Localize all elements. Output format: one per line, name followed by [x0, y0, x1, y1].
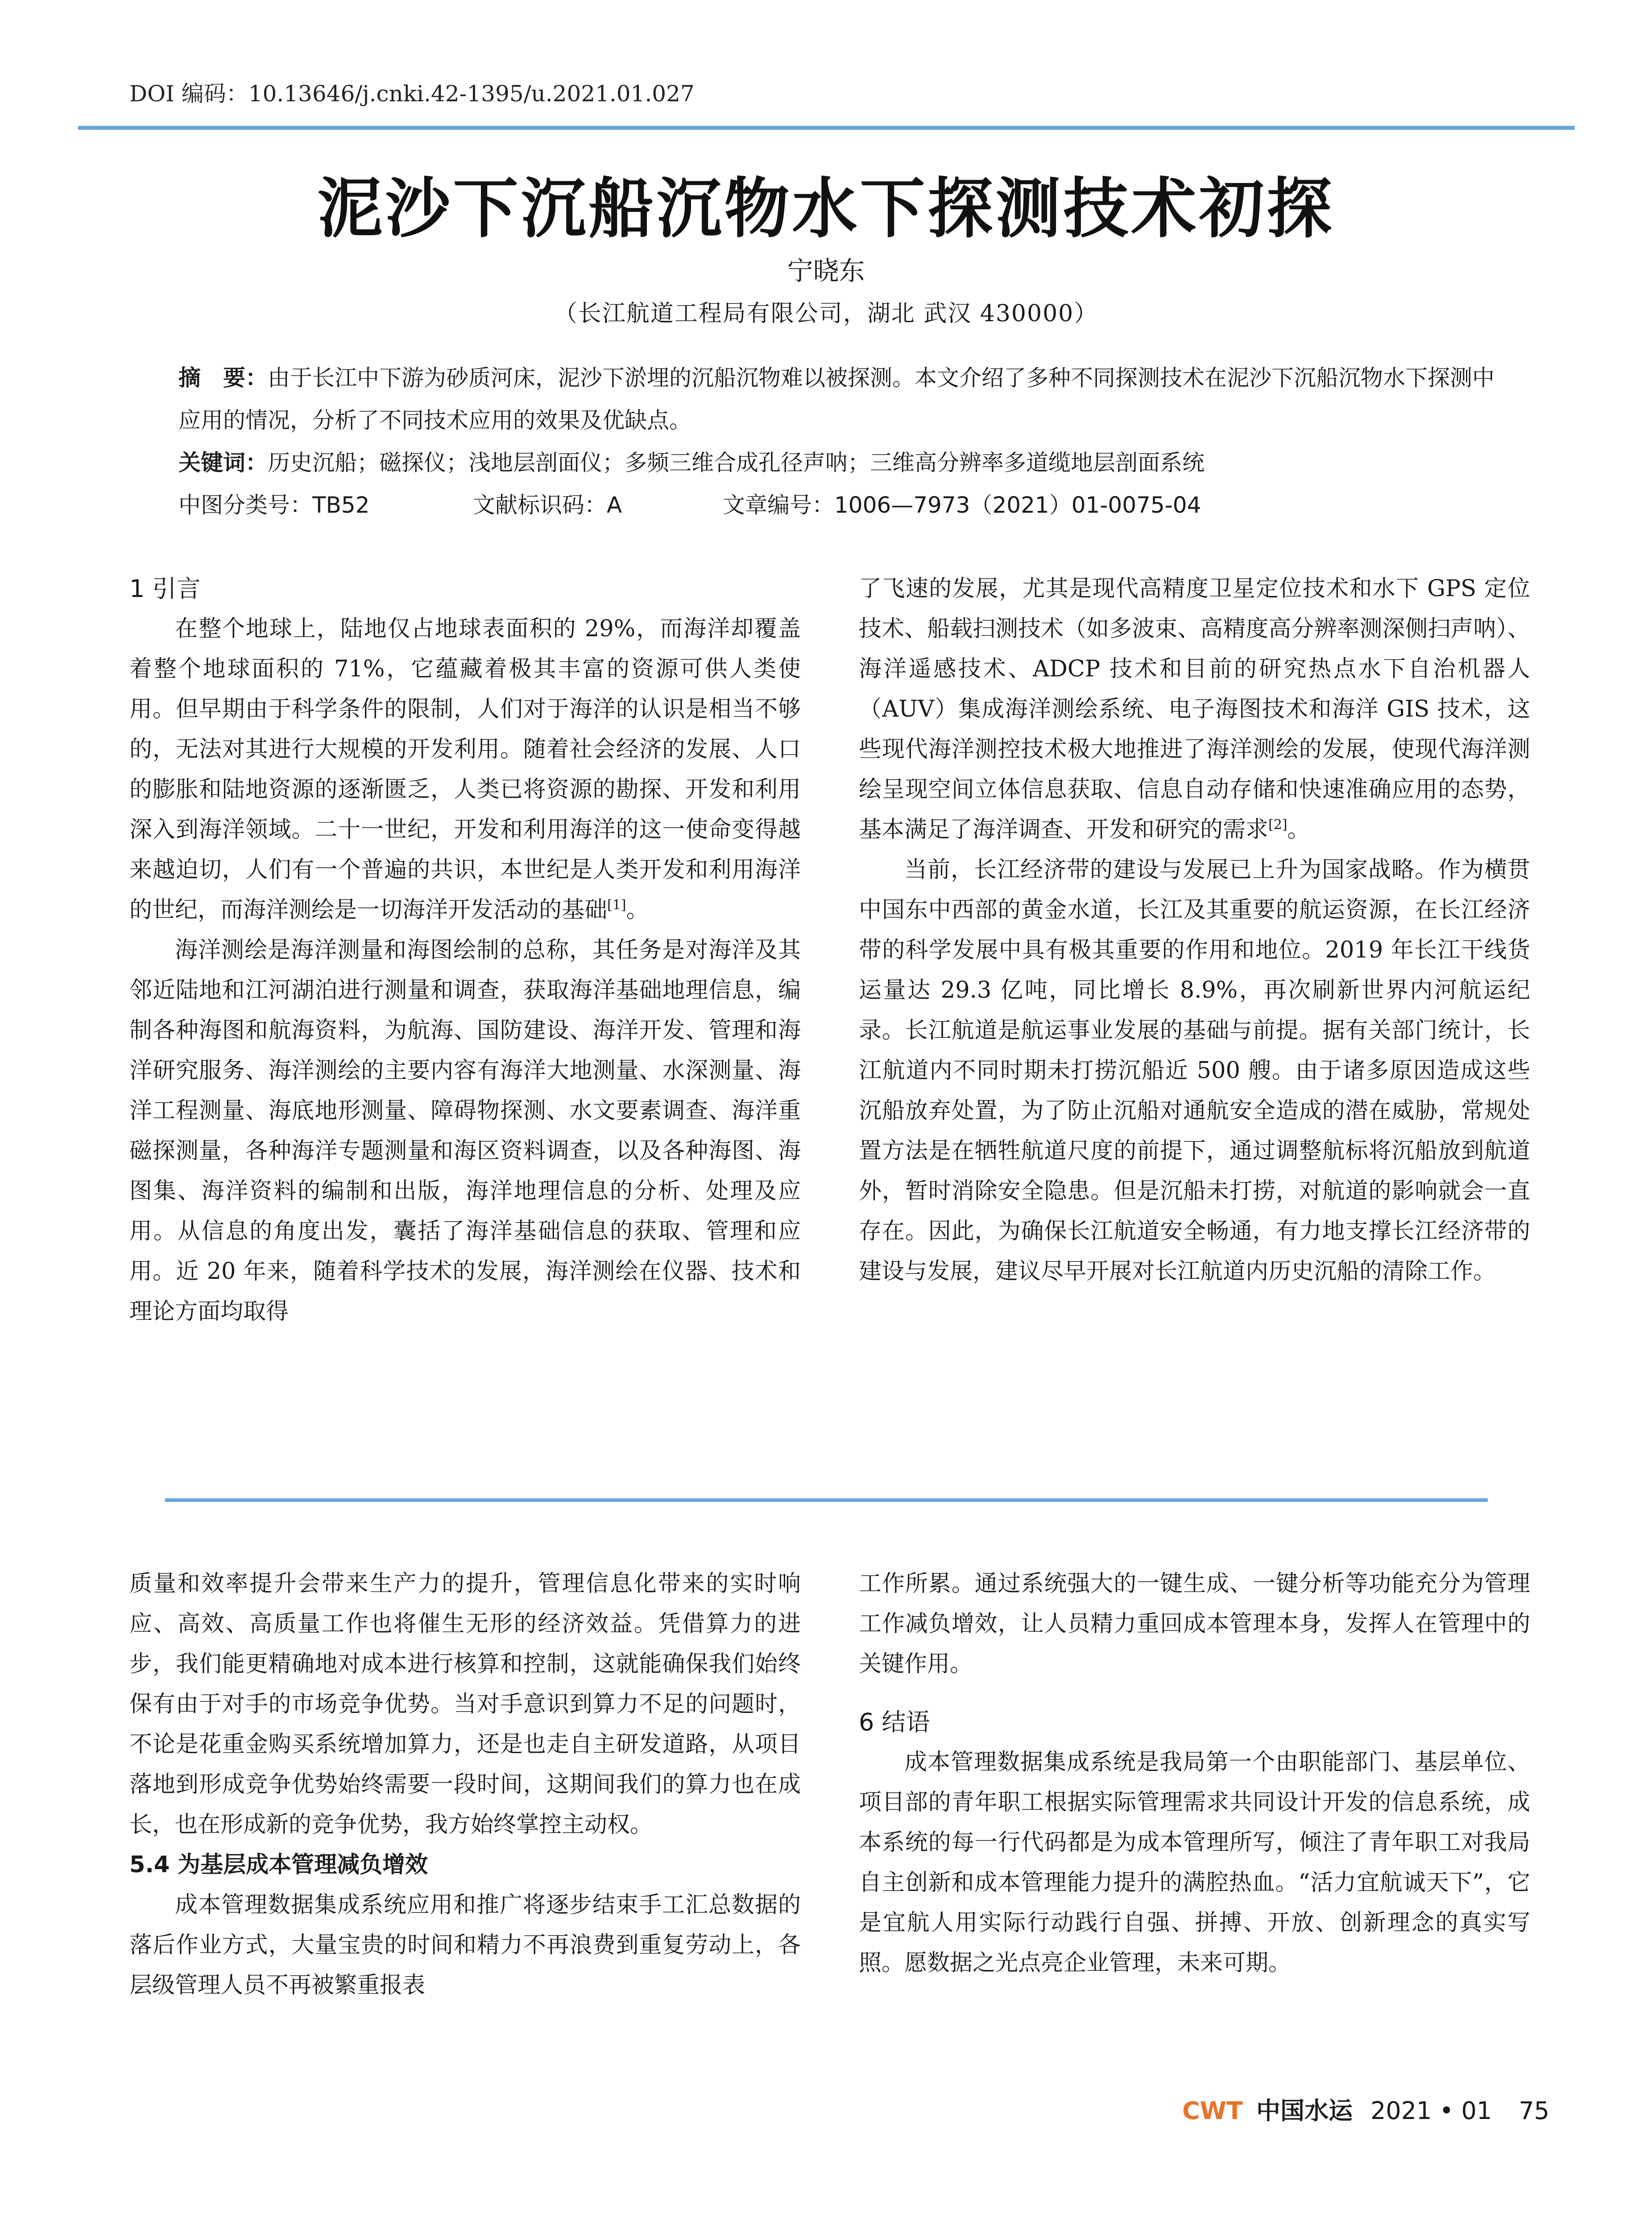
abstract-label: 摘 要：: [178, 365, 268, 391]
other-paragraph-2: 成本管理数据集成系统应用和推广将逐步结束手工汇总数据的落后作业方式，大量宝贵的时间和精力不再浪费到重复劳动上，各层级管理人员不再被繁重报表: [129, 1892, 801, 1999]
affiliation: （长江航道工程局有限公司，湖北 武汉 430000）: [554, 300, 1098, 327]
other-paragraph-4: 成本管理数据集成系统是我局第一个由职能部门、基层单位、项目部的青年职工根据实际管理需求共同设计开发的信息系统，成本系统的每一行代码都是为成本管理所写，倾注了青年职工对我局自主创新和成本管理能力提升的满腔热血。“活力宜航诚天下”，它是宜航人用实际行动践行自强、拼搏、开放、创新理念的真实写照。愿数据之光点亮企业管理，未来可期。: [859, 1749, 1530, 1976]
section-heading-conclusion: 6 结语: [859, 1708, 930, 1736]
issue-number: 2021 • 01: [1370, 2097, 1492, 2125]
citation-2: [2]: [1268, 817, 1288, 833]
other-right-column: [859, 1564, 1530, 1983]
intro-paragraph-2: 海洋测绘是海洋测量和海图绘制的总称，其任务是对海洋及其邻近陆地和江河湖泊进行测量和调查，获取海洋基础地理信息，编制各种海图和航海资料，为航海、国防建设、海洋开发、管理和海洋研究服务、海洋测绘的主要内容有海洋大地测量、水深测量、海洋工程测量、海底地形测量、障碍物探测、水文要素调查、海洋重磁探测量，各种海洋专题测量和海区资料调查，以及各种海图、海图集、海洋资料的编制和出版，海洋地理信息的分析、处理及应用。从信息的角度出发，囊括了海洋基础信息的获取、管理和应用。近 20 年来，随着科学技术的发展，海洋测绘在仪器、技术和理论方面均取得: [129, 937, 801, 1325]
citation-1: [1]: [607, 897, 626, 913]
journal-logo: CWT: [1182, 2097, 1243, 2125]
intro-paragraph-3: 了飞速的发展，尤其是现代高精度卫星定位技术和水下 GPS 定位技术、船载扫测技术（如多波束、高精度高分辨率测深侧扫声呐）、海洋遥感技术、ADCP 技术和目前的研究热点水下自治机器人（AUV）集成海洋测绘系统、电子海图技术和海洋 GIS 技术，这些现代海洋测控技术极大地推进了海洋测绘的发展，使现代海洋测绘呈现空间立体信息获取、信息自动存储和快速准确应用的态势，基本满足了海洋调查、开发和研究的需求[2]。: [859, 576, 1530, 843]
page-number: 75: [1519, 2097, 1549, 2125]
article-number: 文章编号：1006—7973（2021）01-0075-04: [723, 492, 1201, 518]
intro-paragraph-4: 当前，长江经济带的建设与发展已上升为国家战略。作为横贯中国东中西部的黄金水道，长江及其重要的航运资源，在长江经济带的科学发展中具有极其重要的作用和地位。2019 年长江干线货运量达 29.3 亿吨，同比增长 8.9%，再次刷新世界内河航运纪录。长江航道是航运事业发展的基础与前提。据有关部门统计，长江航道内不同时期未打捞沉船近 500 艘。由于诸多原因造成这些沉船放弃处置，为了防止沉船对通航安全造成的潜在威胁，常规处置方法是在牺牲航道尺度的前提下，通过调整航标将沉船放到航道外，暂时消除安全隐患。但是沉船未打捞，对航道的影响就会一直存在。因此，为确保长江航道安全畅通，有力地支撑长江经济带的建设与发展，建议尽早开展对长江航道内历史沉船的清除工作。: [859, 857, 1530, 1285]
keywords: [178, 442, 1495, 484]
keywords-text: 历史沉船；磁探仪；浅地层剖面仪；多频三维合成孔径声呐；三维高分辨率多道缆地层剖面系统: [268, 450, 1205, 476]
document-code: 文献标识码：A: [473, 492, 622, 518]
classification-line: [178, 484, 1495, 527]
article-separator: [165, 1498, 1488, 1502]
other-paragraph-3: 工作所累。通过系统强大的一键生成、一键分析等功能充分为管理工作减负增效，让人员精力重回成本管理本身，发挥人在管理中的关键作用。: [859, 1571, 1530, 1677]
page-footer: [1182, 2092, 1549, 2126]
section-heading-intro: 1 引言: [129, 575, 201, 603]
intro-paragraph-1: 在整个地球上，陆地仅占地球表面积的 29%，而海洋却覆盖着整个地球面积的 71%，它蕴藏着极其丰富的资源可供人类使用。但早期由于科学条件的限制，人们对于海洋的认识是相当不够的，无法对其进行大规模的开发利用。随着社会经济的发展、人口的膨胀和陆地资源的逐渐匮乏，人类已将资源的勘探、开发和利用深入到海洋领域。二十一世纪，开发和利用海洋的这一使命变得越来越迫切，人们有一个普遍的共识，本世纪是人类开发和利用海洋的世纪，而海洋测绘是一切海洋开发活动的基础[1]。: [129, 616, 801, 923]
abstract: [178, 357, 1495, 442]
other-paragraph-1: 质量和效率提升会带来生产力的提升，管理信息化带来的实时响应、高效、高质量工作也将催生无形的经济效益。凭借算力的进步，我们能更精确地对成本进行核算和控制，这就能确保我们始终保有由于对手的市场竞争优势。当对手意识到算力不足的问题时，不论是花重金购买系统增加算力，还是也走自主研发道路，从项目落地到形成竞争优势始终需要一段时间，这期间我们的算力也在成长，也在形成新的竞争优势，我方始终掌控主动权。: [129, 1571, 801, 1838]
journal-name: 中国水运: [1256, 2096, 1353, 2125]
keywords-label: 关键词：: [178, 450, 268, 476]
section-heading-5-4: 5.4 为基层成本管理减负增效: [129, 1852, 428, 1878]
article-title: 泥沙下沉船沉物水下探测技术初探: [317, 170, 1335, 247]
intro-right-column: [859, 569, 1530, 1292]
other-left-column: [129, 1564, 801, 2006]
abstract-text: 由于长江中下游为砂质河床，泥沙下淤埋的沉船沉物难以被探测。本文介绍了多种不同探测技术在泥沙下沉船沉物水下探测中应用的情况，分析了不同技术应用的效果及优缺点。: [178, 365, 1495, 433]
author: 宁晓东: [787, 256, 865, 286]
intro-left-column: [129, 569, 801, 1332]
doi-line: DOI 编码：10.13646/j.cnki.42-1395/u.2021.01.027: [129, 81, 695, 107]
clc-number: 中图分类号：TB52: [178, 492, 370, 518]
header-divider: [78, 126, 1575, 130]
